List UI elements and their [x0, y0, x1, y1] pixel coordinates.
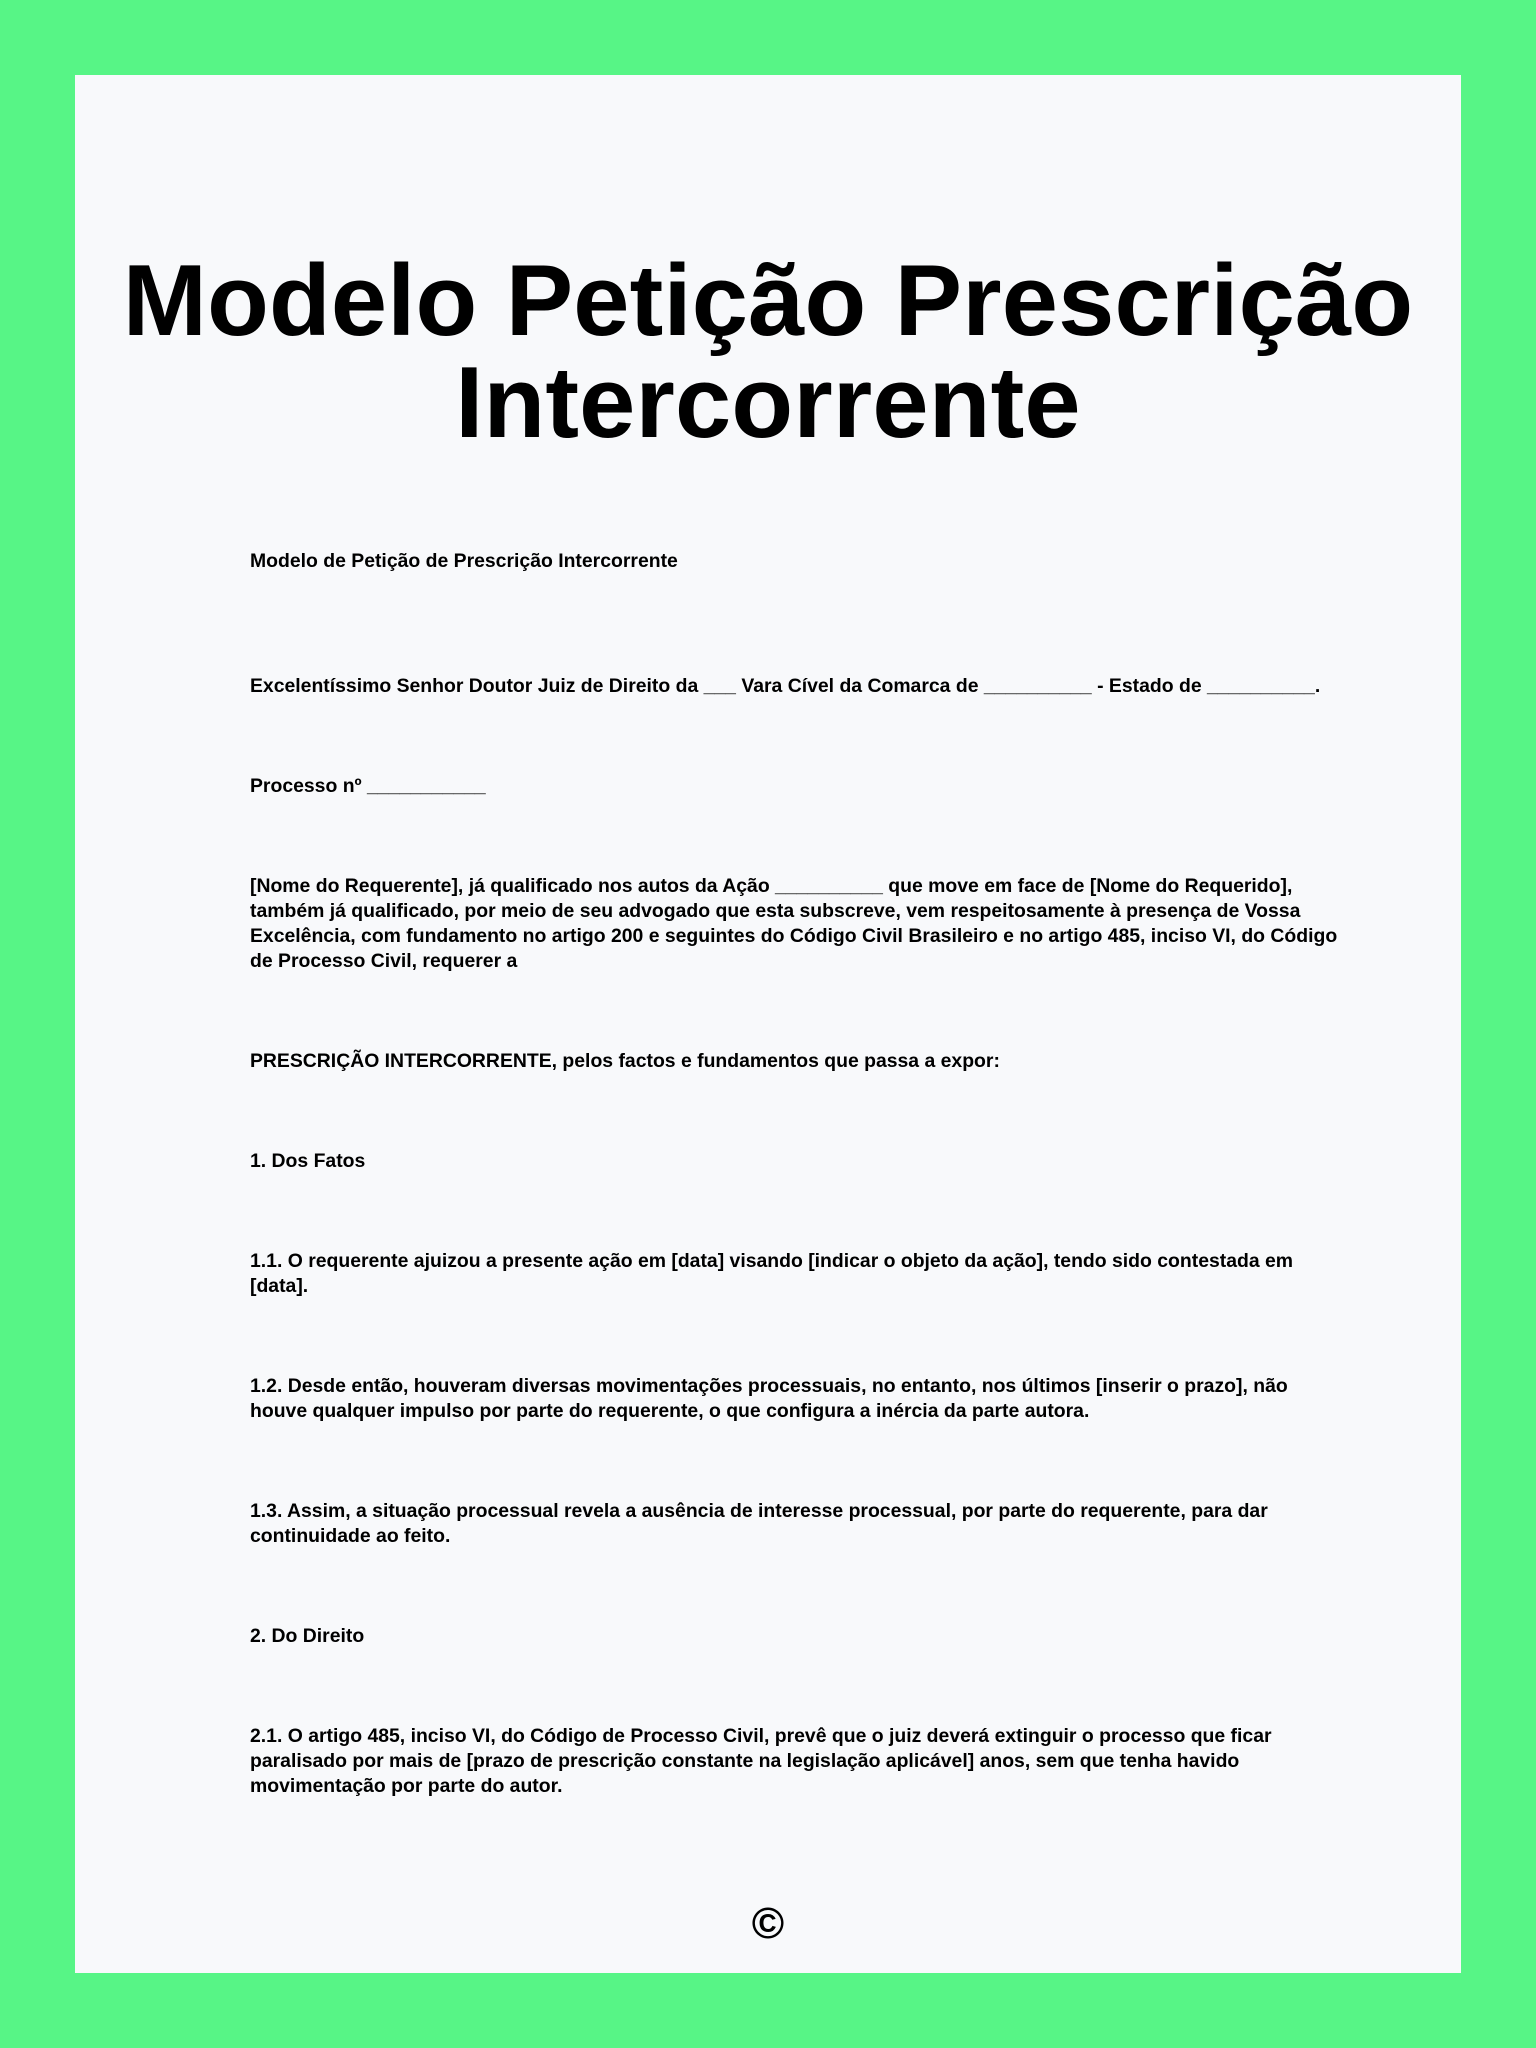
paragraph-process-number: Processo nº ___________ — [250, 775, 486, 797]
paragraph-law-2-1: 2.1. O artigo 485, inciso VI, do Código de Processo Civil, prevê que o juiz deverá extinguir o processo que ficar paralisado por mais de [prazo de prescrição constante na legislação aplicável] anos, sem que tenha havido movimentação por parte do autor. — [250, 1725, 1272, 1797]
document-body — [250, 549, 1350, 1799]
section-heading-law: 2. Do Direito — [250, 1625, 365, 1647]
document-title-line-2: Intercorrente — [455, 347, 1081, 459]
paragraph-heading: Modelo de Petição de Prescrição Intercorrente — [250, 550, 678, 572]
paragraph-fact-1-1: 1.1. O requerente ajuizou a presente ação em [data] visando [indicar o objeto da ação], tendo sido contestada em [data]. — [250, 1250, 1294, 1297]
paragraph-fact-1-2: 1.2. Desde então, houveram diversas movimentações processuais, no entanto, nos últimos [inserir o prazo], não houve qualquer impulso por parte do requerente, o que configura a inércia da parte autora. — [250, 1375, 1288, 1422]
paragraph-addressee: Excelentíssimo Senhor Doutor Juiz de Direito da ___ Vara Cível da Comarca de __________ - Estado de __________. — [250, 675, 1321, 697]
paragraph-fact-1-3: 1.3. Assim, a situação processual revela a ausência de interesse processual, por parte do requerente, para dar continuidade ao feito. — [250, 1500, 1268, 1547]
paragraph-request: PRESCRIÇÃO INTERCORRENTE, pelos factos e fundamentos que passa a expor: — [250, 1050, 1000, 1072]
paragraph-introduction: [Nome do Requerente], já qualificado nos autos da Ação __________ que move em face de [Nome do Requerido], também já qualificado, por meio de seu advogado que esta subscreve, vem respeitosamente à presença de Vossa Excelência, com fundamento no artigo 200 e seguintes do Código Civil Brasileiro e no artigo 485, inciso VI, do Código de Processo Civil, requerer a — [250, 875, 1338, 972]
copyright-icon: © — [751, 1899, 785, 1948]
document-title-line-1: Modelo Petição Prescrição — [122, 245, 1414, 357]
document-page — [75, 75, 1461, 1973]
document-title — [75, 245, 1461, 459]
section-heading-facts: 1. Dos Fatos — [250, 1150, 366, 1172]
